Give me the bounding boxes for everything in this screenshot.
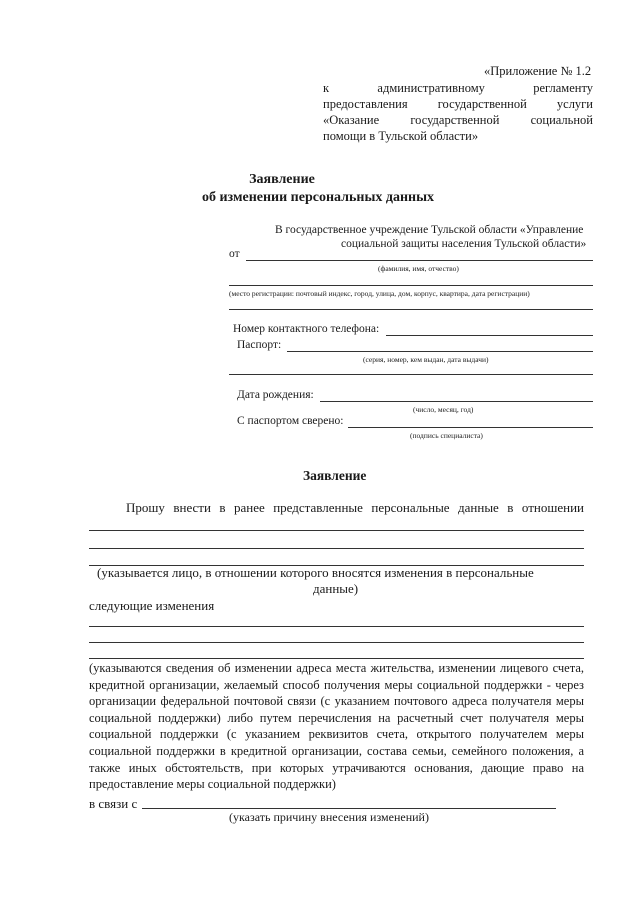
annex-line-3 xyxy=(323,97,593,112)
fio-field[interactable] xyxy=(246,260,593,261)
changes-hint-line: также иных обстоятельств, при которых утрачиваются основания, дающие право на xyxy=(89,760,584,775)
annex-word: государственной xyxy=(437,97,527,111)
annex-word: «Оказание xyxy=(323,113,380,127)
address-hint: (место регистрации: почтовый индекс, город, улица, дом, корпус, квартира, дата регистрации) xyxy=(229,289,530,298)
passport-hint: (серия, номер, кем выдан, дата выдачи) xyxy=(363,355,489,364)
changes-field-3[interactable] xyxy=(89,658,584,659)
changes-field-2[interactable] xyxy=(89,642,584,643)
doc-title xyxy=(0,172,640,188)
annex-word: социальной xyxy=(530,113,593,127)
annex-word: услуги xyxy=(556,97,593,111)
phone-field[interactable] xyxy=(386,335,593,336)
from-label: от xyxy=(229,248,240,260)
person-hint-line-1: (указывается лицо, в отношении которого вносятся изменения в персональные xyxy=(97,565,534,580)
annex-word: административному xyxy=(377,81,485,95)
addressee-line-1: В государственное учреждение Тульской области «Управление xyxy=(275,224,584,236)
changes-hint xyxy=(89,660,584,793)
address-field[interactable] xyxy=(229,285,593,286)
passport-label: Паспорт: xyxy=(237,339,282,351)
request-text: Прошу внести в ранее представленные персональные данные в отношении xyxy=(126,500,584,515)
birth-field[interactable] xyxy=(320,401,593,402)
annex-line-5: помощи в Тульской области» xyxy=(323,129,479,143)
request-line xyxy=(126,500,584,516)
person-hint-line-2: данные) xyxy=(313,581,359,596)
changes-hint-line: социальной поддержки (с указанием реквизитов счета, открытого получателем меры xyxy=(89,727,584,742)
annex-word: предоставления xyxy=(323,97,408,111)
doc-subtitle xyxy=(0,190,640,206)
phone-label: Номер контактного телефона: xyxy=(233,323,380,335)
verified-label: С паспортом сверено: xyxy=(237,415,344,427)
person-field-1[interactable] xyxy=(89,530,584,531)
annex-word: регламенту xyxy=(533,81,593,95)
reason-field[interactable] xyxy=(142,808,556,809)
annex-line-4 xyxy=(323,113,593,128)
annex-word: к xyxy=(323,81,330,95)
changes-field-1[interactable] xyxy=(89,626,584,627)
birth-label: Дата рождения: xyxy=(237,389,314,401)
passport-field[interactable] xyxy=(287,351,593,352)
changes-hint-line: социальной поддержки в кредитной организации, состава семьи, семейного положения, а xyxy=(89,743,584,758)
changes-label: следующие изменения xyxy=(89,598,215,613)
birth-hint: (число, месяц, год) xyxy=(413,405,474,414)
annex-line-2 xyxy=(323,81,593,96)
changes-hint-line: организации федеральной почтовой связи (с указанием почтового адреса получателя меры xyxy=(89,694,584,709)
changes-hint-line: социальной поддержки) либо путем перечисления на расчетный счет получателя меры xyxy=(89,710,584,725)
address-field-2[interactable] xyxy=(229,309,593,310)
verified-field[interactable] xyxy=(348,427,593,428)
addressee-line-2: социальной защиты населения Тульской области» xyxy=(341,238,587,250)
fio-hint: (фамилия, имя, отчество) xyxy=(378,264,459,273)
body-heading: Заявление xyxy=(303,468,367,483)
person-field-2[interactable] xyxy=(89,548,584,549)
annex-line-1: «Приложение № 1.2 xyxy=(484,64,592,78)
doc-title-line-1: Заявление xyxy=(249,172,315,187)
changes-hint-line: кредитной организации, желаемый способ получения меры социальной поддержки - через xyxy=(89,677,584,692)
annex-word: государственной xyxy=(410,113,500,127)
doc-title-line-2: об изменении персональных данных xyxy=(201,190,435,205)
reason-hint: (указать причину внесения изменений) xyxy=(229,810,429,824)
verified-hint: (подпись специалиста) xyxy=(410,431,483,440)
reason-label: в связи с xyxy=(89,796,138,811)
changes-hint-line: предоставление меры социальной поддержки) xyxy=(89,777,336,792)
changes-hint-line: (указываются сведения об изменении адреса места жительства, изменении лицевого счета, xyxy=(89,661,584,675)
passport-field-2[interactable] xyxy=(229,374,593,375)
